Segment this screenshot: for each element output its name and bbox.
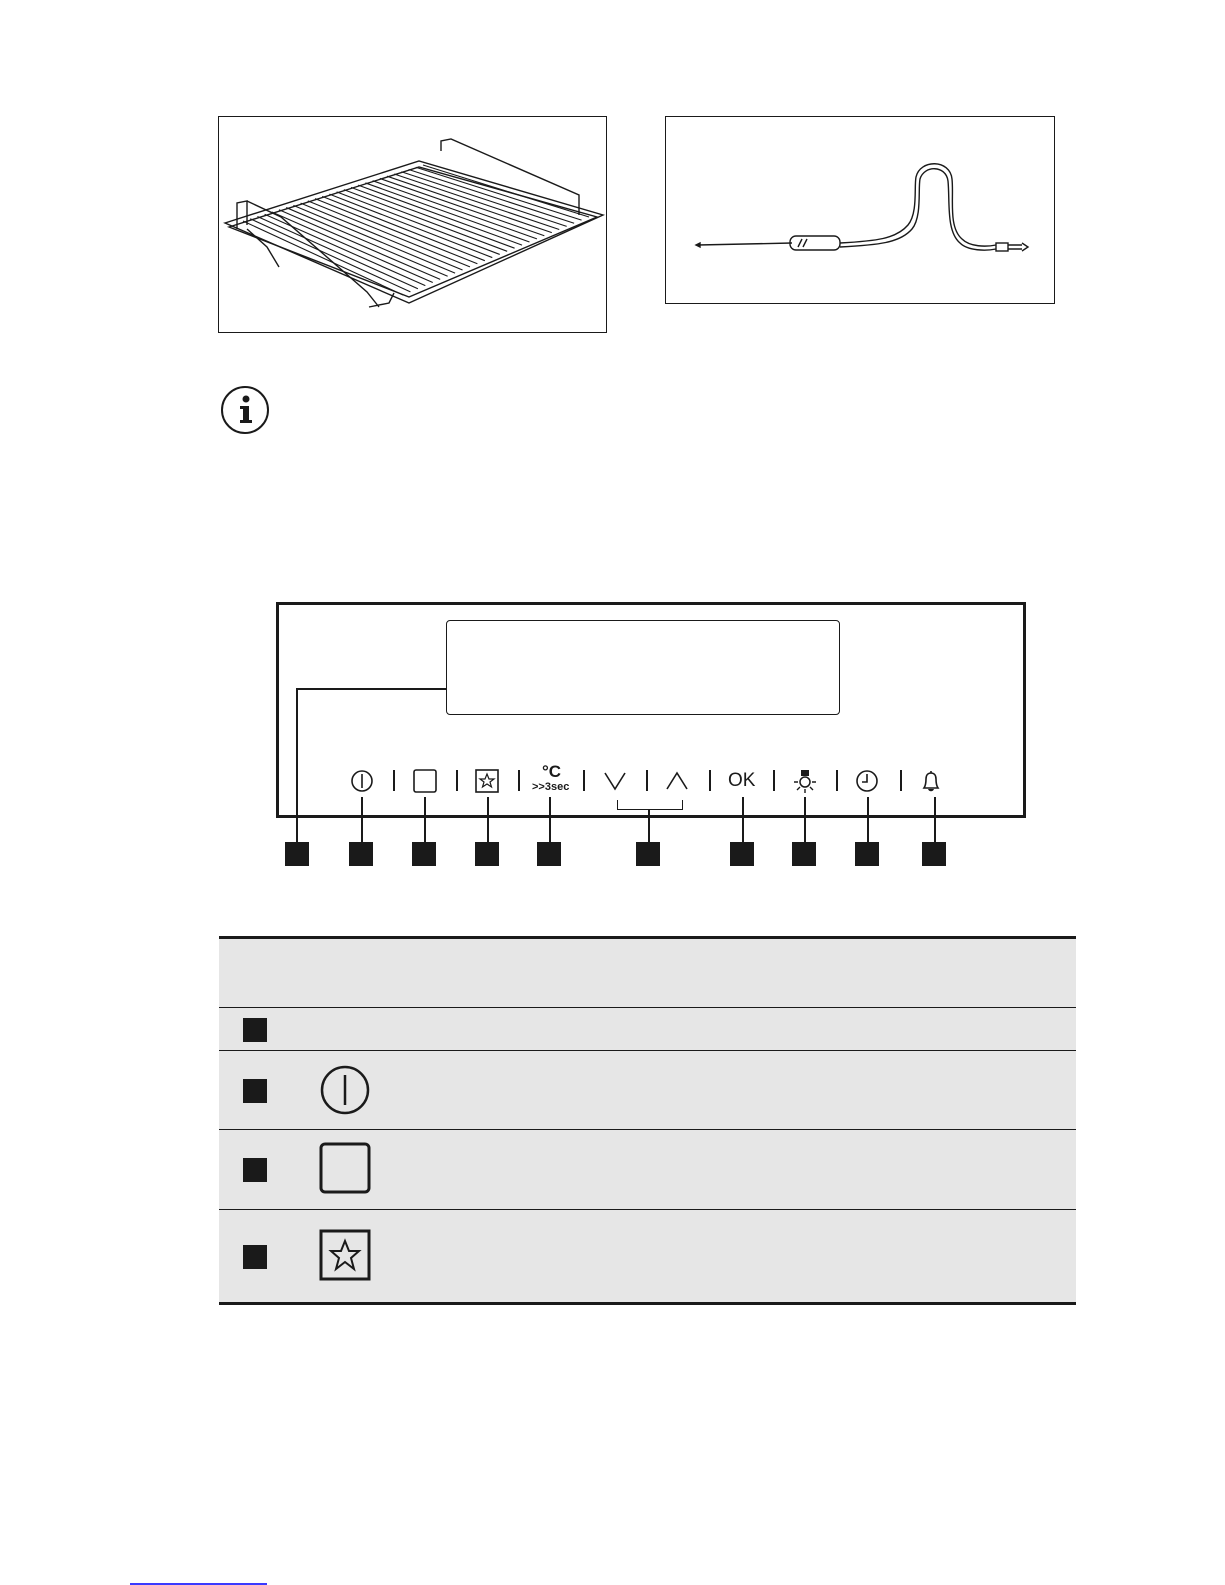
marker-1 (285, 842, 309, 866)
marker-10 (922, 842, 946, 866)
star-favourite-icon (473, 767, 501, 795)
table-row (219, 1129, 1076, 1209)
ok-button[interactable] (726, 767, 758, 795)
row-marker-3 (243, 1158, 267, 1182)
down-button[interactable] (601, 767, 629, 795)
marker-8 (792, 842, 816, 866)
shelf-wire (243, 221, 403, 295)
separator (900, 770, 902, 791)
power-button[interactable] (348, 767, 376, 795)
marker-3 (412, 842, 436, 866)
marker-4 (475, 842, 499, 866)
row-marker-4 (243, 1245, 267, 1269)
table-bottom-rule (219, 1302, 1076, 1305)
info-icon (220, 385, 270, 435)
temperature-sub-label: >>3sec (532, 781, 570, 793)
separator (393, 770, 395, 791)
shelf-wire (250, 219, 410, 292)
marker-2 (349, 842, 373, 866)
leader-line (934, 797, 936, 843)
minute-minder-button[interactable] (917, 767, 945, 795)
leader-line (742, 797, 744, 843)
wire-shelf-illustration (219, 117, 608, 334)
menu-button[interactable] (411, 767, 439, 795)
separator (773, 770, 775, 791)
bell-icon (917, 767, 945, 795)
shelf-wire (423, 165, 589, 217)
core-sensor-figure (665, 116, 1055, 304)
wire-shelf-figure (218, 116, 607, 333)
shelf-wire (257, 217, 417, 289)
leader-line (648, 809, 650, 843)
up-button[interactable] (663, 767, 691, 795)
marker-7 (730, 842, 754, 866)
clock-icon (853, 767, 881, 795)
separator (583, 770, 585, 791)
square-menu-icon (411, 767, 439, 795)
leader-line (867, 797, 869, 843)
arrow-group-bracket (617, 800, 683, 810)
table-row (219, 1007, 1076, 1050)
leader-line (361, 797, 363, 843)
separator (518, 770, 520, 791)
row-marker-2 (243, 1079, 267, 1103)
table-row (219, 1209, 1076, 1303)
clock-button[interactable] (853, 767, 881, 795)
leader-line (804, 797, 806, 843)
shelf-wire (409, 169, 575, 223)
star-favourite-icon (319, 1229, 371, 1281)
marker-6 (636, 842, 660, 866)
temperature-label: °C (542, 762, 562, 781)
separator (646, 770, 648, 791)
table-header-row (219, 936, 1076, 1007)
display-screen (446, 620, 840, 715)
shelf-wire (416, 167, 582, 220)
separator (836, 770, 838, 791)
marker-5 (537, 842, 561, 866)
display-leader-vertical (296, 688, 298, 844)
favourite-button[interactable] (473, 767, 501, 795)
power-icon (348, 767, 376, 795)
temperature-button[interactable] (532, 762, 572, 795)
ok-label: OK (728, 770, 756, 791)
power-icon (319, 1064, 371, 1116)
leader-line (549, 797, 551, 843)
core-temperature-sensor-illustration (666, 117, 1056, 305)
footer-link-underline[interactable] (130, 1583, 267, 1585)
leader-line (487, 797, 489, 843)
down-arrow-icon (601, 767, 629, 795)
lamp-icon (791, 767, 819, 795)
square-menu-icon (319, 1142, 371, 1194)
marker-9 (855, 842, 879, 866)
up-arrow-icon (663, 767, 691, 795)
separator (709, 770, 711, 791)
separator (456, 770, 458, 791)
display-leader-line (296, 688, 446, 690)
lamp-button[interactable] (791, 767, 819, 795)
leader-line (424, 797, 426, 843)
row-marker-1 (243, 1018, 267, 1042)
table-row (219, 1050, 1076, 1129)
